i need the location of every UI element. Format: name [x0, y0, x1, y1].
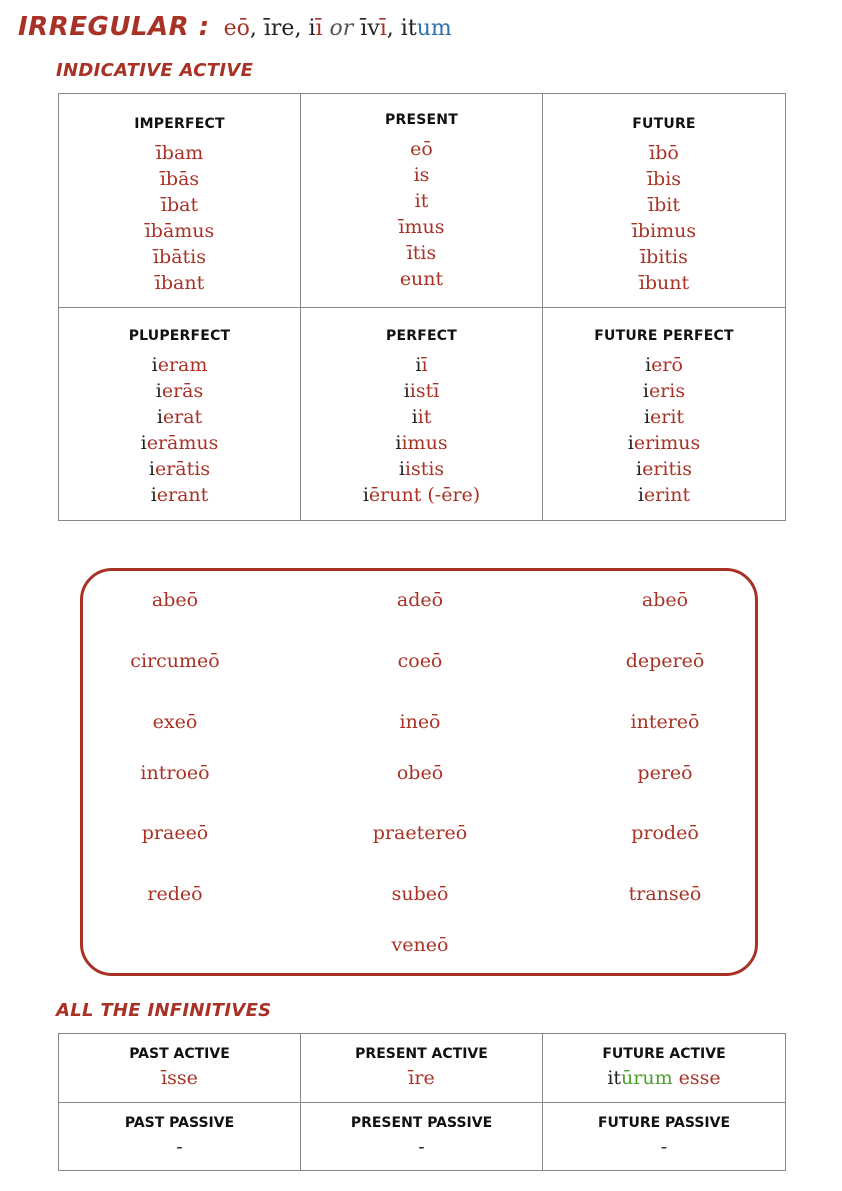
future-active-label: FUTURE ACTIVE — [602, 1046, 726, 1062]
past-passive-label: PAST PASSIVE — [124, 1115, 235, 1131]
present-form: īmus — [398, 216, 445, 238]
compound-verb: abeō — [151, 589, 199, 611]
present-form: eō — [410, 138, 433, 160]
stem: i — [642, 380, 649, 402]
compound-verb: depereō — [625, 650, 705, 672]
future-perfect-form — [543, 352, 785, 378]
present-active-value: īre — [408, 1067, 435, 1089]
pluperfect-form — [59, 352, 300, 378]
part-3-stem: i — [308, 16, 316, 41]
ending: erāmus — [146, 432, 219, 454]
future-form: ībō — [649, 142, 679, 164]
present-cell — [301, 94, 543, 308]
pluperfect-form — [59, 404, 300, 430]
part-5-ending: um — [416, 16, 452, 41]
part-4-ending: ī — [379, 16, 387, 41]
imperfect-cell — [59, 94, 301, 308]
present-active-label: PRESENT ACTIVE — [355, 1046, 488, 1062]
compound-verb: exeō — [152, 711, 198, 733]
present-form: it — [414, 190, 429, 212]
future-perfect-form — [543, 430, 785, 456]
infinitives-heading: ALL THE INFINITIVES — [56, 1000, 272, 1021]
part-5-stem: it — [400, 16, 417, 41]
part-4-stem: īv — [360, 16, 380, 41]
ending: eritis — [642, 458, 692, 480]
stem: it — [607, 1067, 622, 1089]
imperfect-form: ībāmus — [144, 220, 215, 242]
ending: erās — [161, 380, 204, 402]
compound-verb: praetereō — [372, 822, 468, 844]
past-active-label: PAST ACTIVE — [129, 1046, 230, 1062]
future-perfect-form — [543, 482, 785, 508]
compound-verb: veneō — [391, 934, 449, 956]
stem: i — [403, 380, 410, 402]
compound-verb: coeō — [397, 650, 443, 672]
compound-verb: subeō — [391, 883, 449, 905]
sep-2: , — [294, 16, 309, 41]
perfect-form — [301, 378, 542, 404]
perfect-cell — [301, 308, 543, 521]
stem: i — [415, 354, 422, 376]
future-form: ībit — [648, 194, 680, 216]
compound-verb: circumeō — [130, 650, 220, 672]
present-passive-cell — [301, 1103, 543, 1171]
future-perfect-cell — [543, 308, 786, 521]
perfect-label: PERFECT — [386, 328, 457, 344]
pluperfect-form — [59, 482, 300, 508]
pluperfect-cell — [59, 308, 301, 521]
future-perfect-form — [543, 404, 785, 430]
past-passive-cell — [59, 1103, 301, 1171]
present-form: eunt — [399, 268, 444, 290]
past-passive-value: - — [176, 1136, 183, 1158]
pluperfect-form — [59, 456, 300, 482]
past-active-value: īsse — [161, 1067, 198, 1089]
perfect-form — [301, 352, 542, 378]
future-perfect-form — [543, 378, 785, 404]
past-active-cell — [59, 1034, 301, 1103]
compound-verb: praeeō — [141, 822, 209, 844]
ending: erit — [650, 406, 685, 428]
future-form: ībis — [646, 168, 682, 190]
ending: eris — [648, 380, 686, 402]
compound-verb: prodeō — [631, 822, 699, 844]
compound-verb: pereō — [637, 762, 693, 784]
compound-verb: abeō — [641, 589, 689, 611]
stem: i — [398, 458, 405, 480]
stem: i — [627, 432, 634, 454]
pluperfect-label: PLUPERFECT — [128, 328, 231, 344]
ending: eram — [157, 354, 208, 376]
present-label: PRESENT — [385, 112, 458, 128]
ending: erant — [156, 484, 209, 506]
ending: ūrum — [621, 1067, 673, 1089]
stem: i — [148, 458, 155, 480]
stem: i — [151, 354, 158, 376]
compound-verb: transeō — [628, 883, 702, 905]
future-form: ībimus — [631, 220, 697, 242]
future-form: ībunt — [638, 272, 690, 294]
auxiliary: esse — [672, 1067, 721, 1089]
ending: erint — [643, 484, 691, 506]
ending: ī — [421, 354, 428, 376]
future-passive-label: FUTURE PASSIVE — [597, 1115, 731, 1131]
ending: erat — [162, 406, 203, 428]
compound-verb: redeō — [147, 883, 203, 905]
future-form: ībitis — [640, 246, 688, 268]
ending: erātis — [154, 458, 211, 480]
stem: i — [637, 484, 644, 506]
stem: i — [155, 380, 162, 402]
stem: i — [411, 406, 418, 428]
page-title — [18, 12, 452, 46]
ending: ērunt (-ēre) — [368, 484, 481, 506]
future-passive-cell — [543, 1103, 786, 1171]
indicative-table — [58, 93, 786, 521]
stem: i — [150, 484, 157, 506]
compound-verb: introeō — [140, 762, 210, 784]
pluperfect-form — [59, 430, 300, 456]
sep-1: , — [249, 16, 264, 41]
stem: i — [395, 432, 402, 454]
indicative-heading: INDICATIVE ACTIVE — [56, 60, 254, 81]
future-active-value — [543, 1066, 785, 1090]
pluperfect-form — [59, 378, 300, 404]
future-perfect-label: FUTURE PERFECT — [594, 328, 734, 344]
future-perfect-form — [543, 456, 785, 482]
part-3-ending: ī — [315, 16, 323, 41]
present-passive-value: - — [418, 1136, 425, 1158]
ending: erō — [651, 354, 683, 376]
compound-verb: adeō — [396, 589, 444, 611]
present-active-cell — [301, 1034, 543, 1103]
imperfect-form: ībās — [159, 168, 200, 190]
compound-verb: obeō — [396, 762, 444, 784]
stem: i — [645, 354, 652, 376]
ending: imus — [401, 432, 448, 454]
title-label: IRREGULAR : — [18, 12, 210, 42]
imperfect-label: IMPERFECT — [134, 116, 225, 132]
perfect-form — [301, 404, 542, 430]
stem: i — [643, 406, 651, 428]
ending: erimus — [633, 432, 701, 454]
perfect-form — [301, 430, 542, 456]
ending: it — [417, 406, 432, 428]
sep-3: , — [386, 16, 401, 41]
stem: i — [156, 406, 163, 428]
future-active-cell — [543, 1034, 786, 1103]
or-word: or — [322, 16, 361, 41]
compound-verb: ineō — [399, 711, 441, 733]
part-1: eō — [223, 16, 250, 41]
perfect-form — [301, 456, 542, 482]
compound-verb: intereō — [630, 711, 700, 733]
infinitives-table — [58, 1033, 786, 1171]
imperfect-form: ībant — [154, 272, 205, 294]
ending: istis — [404, 458, 445, 480]
present-form: is — [413, 164, 430, 186]
ending: istī — [409, 380, 440, 402]
present-passive-label: PRESENT PASSIVE — [350, 1115, 493, 1131]
part-2: īre — [263, 16, 295, 41]
future-passive-value: - — [660, 1136, 668, 1158]
imperfect-form: ībātis — [152, 246, 207, 268]
principal-parts — [224, 16, 452, 41]
stem: i — [362, 484, 369, 506]
imperfect-form: ībat — [160, 194, 199, 216]
imperfect-form: ībam — [155, 142, 204, 164]
perfect-form — [301, 482, 542, 508]
future-label: FUTURE — [632, 116, 696, 132]
present-form: ītis — [406, 242, 437, 264]
stem: i — [636, 458, 643, 480]
stem: i — [140, 432, 147, 454]
future-cell — [543, 94, 786, 308]
